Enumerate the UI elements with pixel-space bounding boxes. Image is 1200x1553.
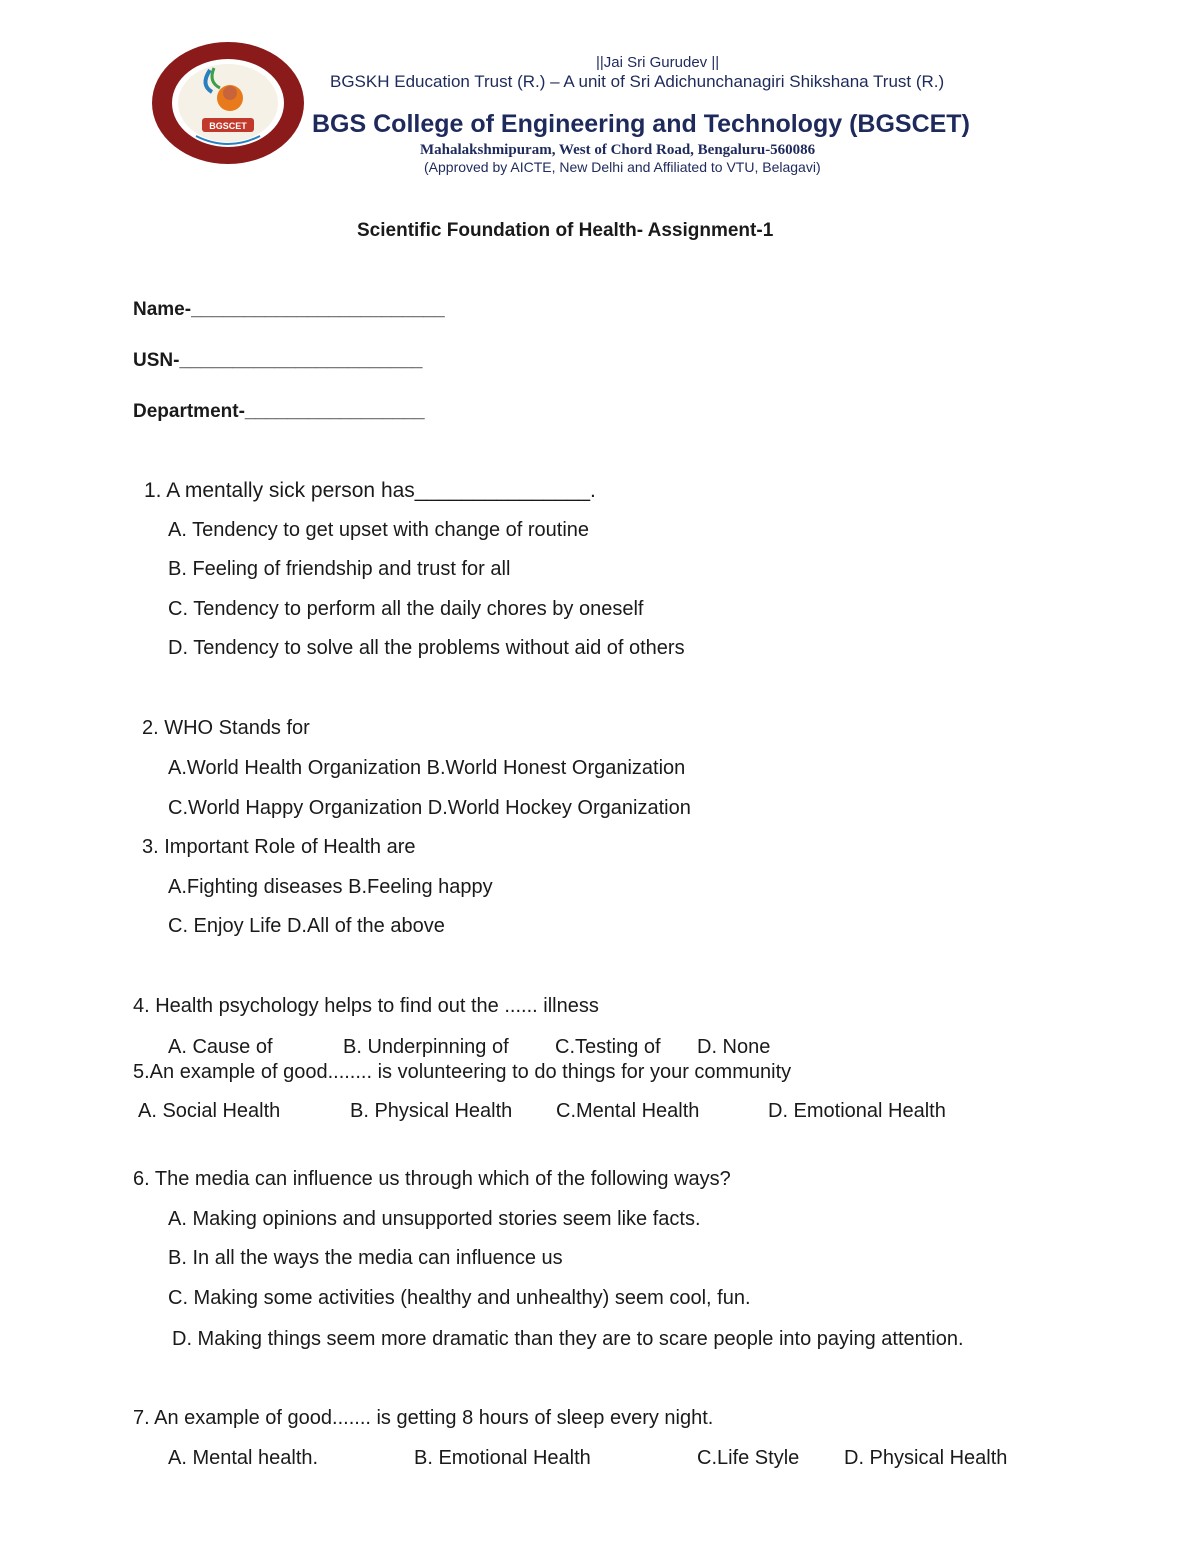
logo-badge-text: BGSCET <box>209 121 247 131</box>
question-7: 7. An example of good....... is getting 8 hours of sleep every night. <box>133 1407 714 1429</box>
q1-option-c: C. Tendency to perform all the daily chores by oneself <box>168 598 644 620</box>
header-college-name: BGS College of Engineering and Technology (BGSCET) <box>312 110 970 138</box>
q5-option-b: B. Physical Health <box>350 1100 513 1122</box>
question-6: 6. The media can influence us through which of the following ways? <box>133 1168 731 1190</box>
q3-options-line-2: C. Enjoy Life D.All of the above <box>168 915 445 937</box>
college-logo <box>150 40 306 166</box>
q6-option-b: B. In all the ways the media can influence us <box>168 1247 563 1269</box>
question-5: 5.An example of good........ is volunteering to do things for your community <box>133 1061 792 1083</box>
q4-option-d: D. None <box>697 1036 771 1058</box>
q6-option-a: A. Making opinions and unsupported stories seem like facts. <box>168 1208 701 1230</box>
name-field: Name-________________________ <box>133 299 445 320</box>
q6-option-d: D. Making things seem more dramatic than they are to scare people into paying attention. <box>172 1328 964 1350</box>
q5-option-a: A. Social Health <box>138 1100 281 1122</box>
q1-option-a: A. Tendency to get upset with change of routine <box>168 519 590 541</box>
header-approval: (Approved by AICTE, New Delhi and Affiliated to VTU, Belagavi) <box>424 159 821 175</box>
q1-option-d: D. Tendency to solve all the problems without aid of others <box>168 637 685 659</box>
q7-option-d: D. Physical Health <box>844 1447 1008 1469</box>
q1-option-b: B. Feeling of friendship and trust for all <box>168 558 511 580</box>
q5-option-d: D. Emotional Health <box>768 1100 946 1122</box>
question-3: 3. Important Role of Health are <box>142 836 416 858</box>
header-trust: BGSKH Education Trust (R.) – A unit of Sri Adichunchanagiri Shikshana Trust (R.) <box>330 72 945 91</box>
usn-field: USN-_______________________ <box>133 350 423 371</box>
header-invocation: ||Jai Sri Gurudev || <box>596 54 720 71</box>
header-address: Mahalakshmipuram, West of Chord Road, Bengaluru-560086 <box>420 142 816 158</box>
q3-options-line-1: A.Fighting diseases B.Feeling happy <box>168 876 493 898</box>
q2-options-line-2: C.World Happy Organization D.World Hockey Organization <box>168 797 691 819</box>
q2-options-line-1: A.World Health Organization B.World Honest Organization <box>168 757 686 779</box>
q6-option-c: C. Making some activities (healthy and unhealthy) seem cool, fun. <box>168 1287 751 1309</box>
question-2: 2. WHO Stands for <box>142 717 310 739</box>
q7-option-a: A. Mental health. <box>168 1447 319 1469</box>
page-title: Scientific Foundation of Health- Assignment-1 <box>357 220 774 241</box>
q4-option-a: A. Cause of <box>168 1036 273 1058</box>
q4-option-c: C.Testing of <box>555 1036 661 1058</box>
q5-option-c: C.Mental Health <box>556 1100 700 1122</box>
department-field: Department-_________________ <box>133 401 425 422</box>
question-1: 1. A mentally sick person has_______________. <box>144 479 596 502</box>
q7-option-b: B. Emotional Health <box>414 1447 591 1469</box>
q7-option-c: C.Life Style <box>697 1447 800 1469</box>
question-4: 4. Health psychology helps to find out the ...... illness <box>133 995 599 1017</box>
q4-option-b: B. Underpinning of <box>343 1036 509 1058</box>
